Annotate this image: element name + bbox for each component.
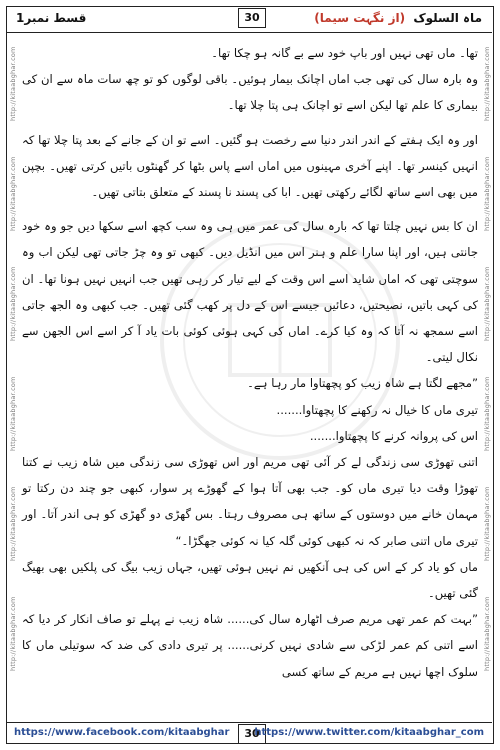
article-body [22, 40, 478, 695]
side-url-text: http://kitaabghar.com [483, 156, 491, 231]
side-url-text: http://kitaabghar.com [483, 376, 491, 451]
side-url-left [6, 40, 20, 700]
paragraph: تھا۔ ماں تھی نہیں اور باپ خود سے بے گانہ ہو چکا تھا۔ [211, 46, 478, 60]
side-url-right [480, 40, 494, 700]
quote-line: تیری ماں کا خیال نہ رکھنے کا پچھتاوا....... [276, 402, 478, 417]
side-url-text: http://kitaabghar.com [483, 596, 491, 671]
twitter-link[interactable]: https://www.twitter.com/kitaabghar_com [254, 727, 484, 738]
author-name: نگہت سیما [319, 11, 385, 25]
quote-line: اس کی پروانہ کرنے کا پچھتاوا....... [309, 428, 478, 443]
page-footer [6, 722, 492, 745]
side-url-text: http://kitaabghar.com [9, 486, 17, 561]
episode-number: 1 [16, 11, 25, 25]
title-text: ماہ السلوک [413, 11, 482, 25]
paragraph: اور وہ ایک ہفتے کے اندر اندر دنیا سے رخصت ہو گئیں۔ اسے تو ان کے جانے کے بعد پتا چلا تھا کہ انہیں کینسر تھا۔ اپنے آخری مہینوں میں اماں اسے پاس بٹھا کر گھنٹوں باتیں کرتی تھیں۔ بچپن میں بھی اسے ساتھ لگائے رکھتی تھیں۔ ابا کی پسند نا پسند کے متعلق بتاتی تھیں۔ [22, 132, 478, 200]
quote-line: ”مجھے لگتا ہے شاہ زیب کو پچھتاوا مار رہا ہے۔ [247, 376, 478, 391]
episode-label [16, 11, 86, 25]
page-number-bottom: 30 [238, 724, 266, 744]
side-url-text: http://kitaabghar.com [9, 156, 17, 231]
page-number-top: 30 [238, 8, 266, 28]
paragraph: ماں کو یاد کر کے اس کی ہی آنکھیں نم نہیں ہوئی تھیں، جہاں زیب بیگ کی پلکیں بھی بھیگ گئی تھیں۔ [22, 559, 478, 601]
paragraph: وہ بارہ سال کی تھی جب اماں اچانک بیمار ہوئیں۔ باقی لوگوں کو تو چھ سات ماہ سے ان کی بیماری کا علم تھا لیکن اسے تو اچانک ہی پتا چلا تھا۔ [22, 72, 478, 113]
side-url-text: http://kitaabghar.com [9, 596, 17, 671]
episode-text: قسط نمبر [24, 11, 87, 25]
side-url-text: http://kitaabghar.com [9, 46, 17, 121]
paragraph: ”بہت کم عمر تھی مریم صرف اٹھارہ سال کی...... شاہ زیب نے پہلے تو صاف انکار کر دیا کہ اسے اتنی کم عمر لڑکی سے شادی نہیں کرنی...... پر تیری دادی کی ضد کہ سوتیلی ماں کا سلوک اچھا نہیں ہے مریم کے ساتھ کسی [22, 612, 478, 679]
author-close: ) [314, 11, 320, 25]
author-open: (از [388, 11, 406, 25]
side-url-text: http://kitaabghar.com [9, 376, 17, 451]
side-url-text: http://kitaabghar.com [483, 486, 491, 561]
side-url-text: http://kitaabghar.com [483, 46, 491, 121]
paragraph: اتنی تھوڑی سی زندگی لے کر آئی تھی مریم اور اس تھوڑی سی زندگی میں شاہ زیب نے کتنا تھوڑا وقت دیا تیری ماں کو۔ جب بھی آتا ہوا کے گھوڑے پر سوار، کبھی جو چند دن رکتا تو مہمان خانے میں دوستوں کے ساتھ ہی مصروف رہتا۔ بس گھڑی دو گھڑی کو ہی اندر آتا۔ اور تیری ماں اتنی صابر کہ نہ کبھی کوئی گلہ کیا نہ کوئی جھگڑا۔“ [22, 455, 478, 548]
facebook-link[interactable]: https://www.facebook.com/kitaabghar [14, 727, 230, 738]
side-url-text: http://kitaabghar.com [9, 266, 17, 341]
paragraph: ان کا بس نہیں چلتا تھا کہ بارہ سال کی عمر میں ہی وہ سب کچھ اسے سکھا دیں جو وہ خود جانتی ہیں، اور اپنا سارا علم و ہنر اس میں انڈیل دیں۔ کبھی تو وہ چڑ جاتی تھی لیکن اب وہ سوچتی تھی کہ اماں شاید اسے اس وقت کے لیے تیار کر رہی تھیں جب انہیں نہیں ہونا تھا۔ ان کی کہی باتیں، نصیحتیں، دعائیں جیسے اس کے دل پر کھب گئی تھیں۔ جب کبھی وہ الجھ جاتی اسے سمجھ نہ آتا کہ وہ کیا کرے۔ اماں کی کہی ہوئی کوئی بات یاد آ کر اسے اس الجھن سے نکال لیتی۔ [22, 219, 478, 365]
book-title [314, 11, 482, 25]
side-url-text: http://kitaabghar.com [483, 266, 491, 341]
